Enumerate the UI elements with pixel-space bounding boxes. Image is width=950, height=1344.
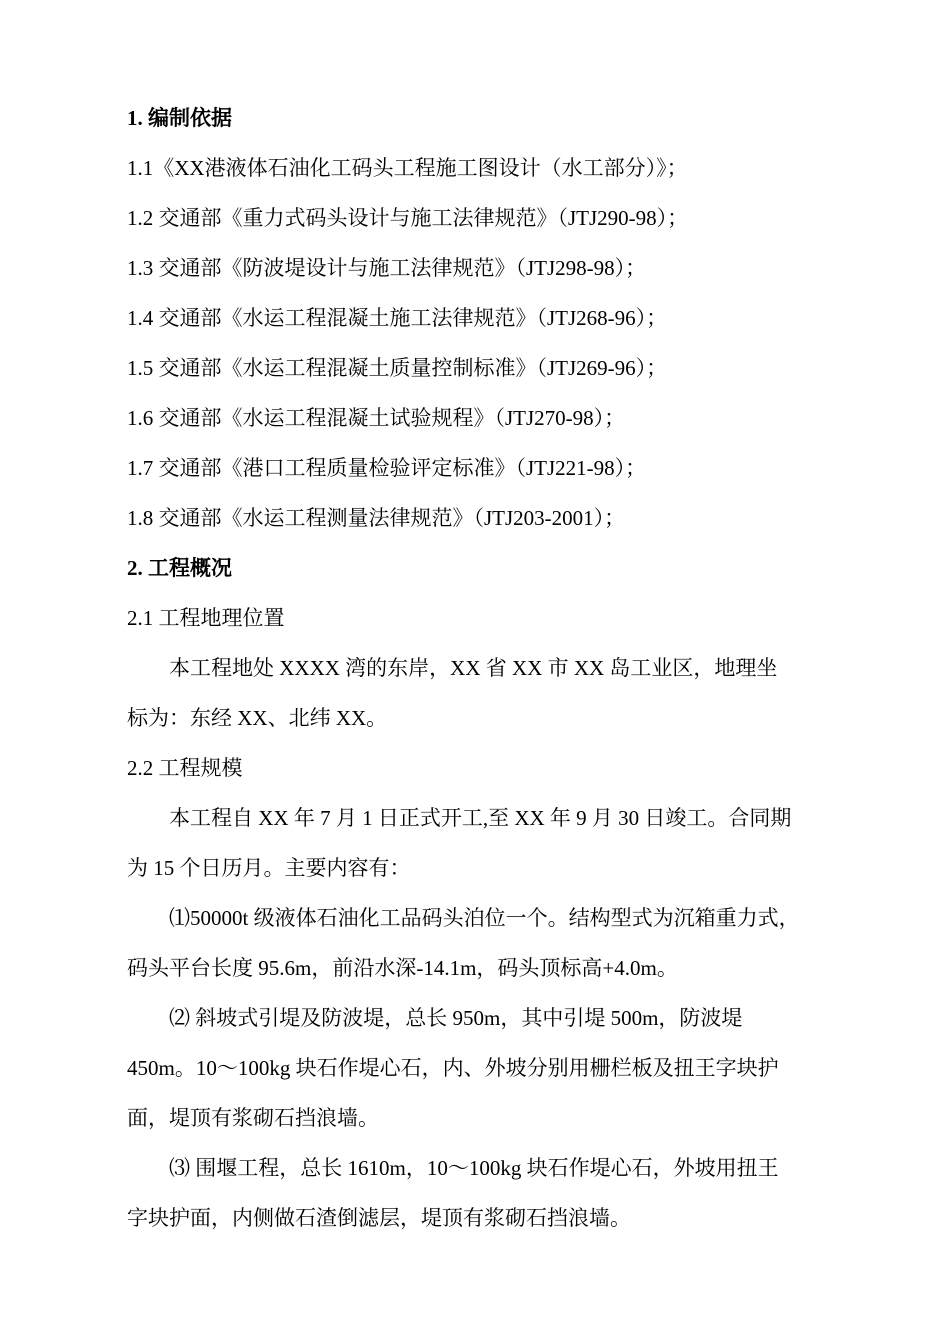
scope-item-2-line-2: 450m。10～100kg 块石作堤心石，内、外坡分别用栅栏板及扭王字块护 [127,1056,779,1080]
location-paragraph-line-2: 标为：东经 XX、北纬 XX。 [127,706,388,730]
reference-item-1-7: 1.7 交通部《港口工程质量检验评定标准》（JTJ221-98）； [127,456,647,480]
scale-intro-line-1: 本工程自 XX 年 7 月 1 日正式开工,至 XX 年 9 月 30 日竣工。合同期 [169,806,792,830]
section-2-heading: 2. 工程概况 [127,556,232,580]
scale-intro-line-2: 为 15 个日历月。主要内容有： [127,856,411,880]
scope-item-3-line-2: 字块护面，内侧做石渣倒滤层，堤顶有浆砌石挡浪墙。 [127,1206,631,1230]
location-paragraph-line-1: 本工程地处 XXXX 湾的东岸，XX 省 XX 市 XX 岛工业区，地理坐 [169,656,778,680]
subsection-2-2-title: 2.2 工程规模 [127,756,243,780]
scope-item-1-line-2: 码头平台长度 95.6m，前沿水深-14.1m，码头顶标高+4.0m。 [127,956,678,980]
reference-item-1-4: 1.4 交通部《水运工程混凝土施工法律规范》（JTJ268-96）； [127,306,668,330]
scope-item-2-line-1: ⑵ 斜坡式引堤及防波堤，总长 950m，其中引堤 500m，防波堤 [169,1006,743,1030]
scope-item-3-line-1: ⑶ 围堰工程，总长 1610m，10～100kg 块石作堤心石，外坡用扭王 [169,1156,779,1180]
reference-item-1-5: 1.5 交通部《水运工程混凝土质量控制标准》（JTJ269-96）； [127,356,668,380]
reference-item-1-3: 1.3 交通部《防波堤设计与施工法律规范》（JTJ298-98）； [127,256,647,280]
reference-item-1-1: 1.1《XX港液体石油化工码头工程施工图设计（水工部分）》； [127,156,688,180]
scope-item-1-line-1: ⑴50000t 级液体石油化工品码头泊位一个。结构型式为沉箱重力式， [169,906,800,930]
subsection-2-1-title: 2.1 工程地理位置 [127,606,285,630]
scope-item-2-line-3: 面，堤顶有浆砌石挡浪墙。 [127,1106,379,1130]
reference-item-1-6: 1.6 交通部《水运工程混凝土试验规程》（JTJ270-98）； [127,406,626,430]
reference-item-1-8: 1.8 交通部《水运工程测量法律规范》（JTJ203-2001）； [127,506,626,530]
reference-item-1-2: 1.2 交通部《重力式码头设计与施工法律规范》（JTJ290-98）； [127,206,689,230]
section-1-heading: 1. 编制依据 [127,106,232,130]
